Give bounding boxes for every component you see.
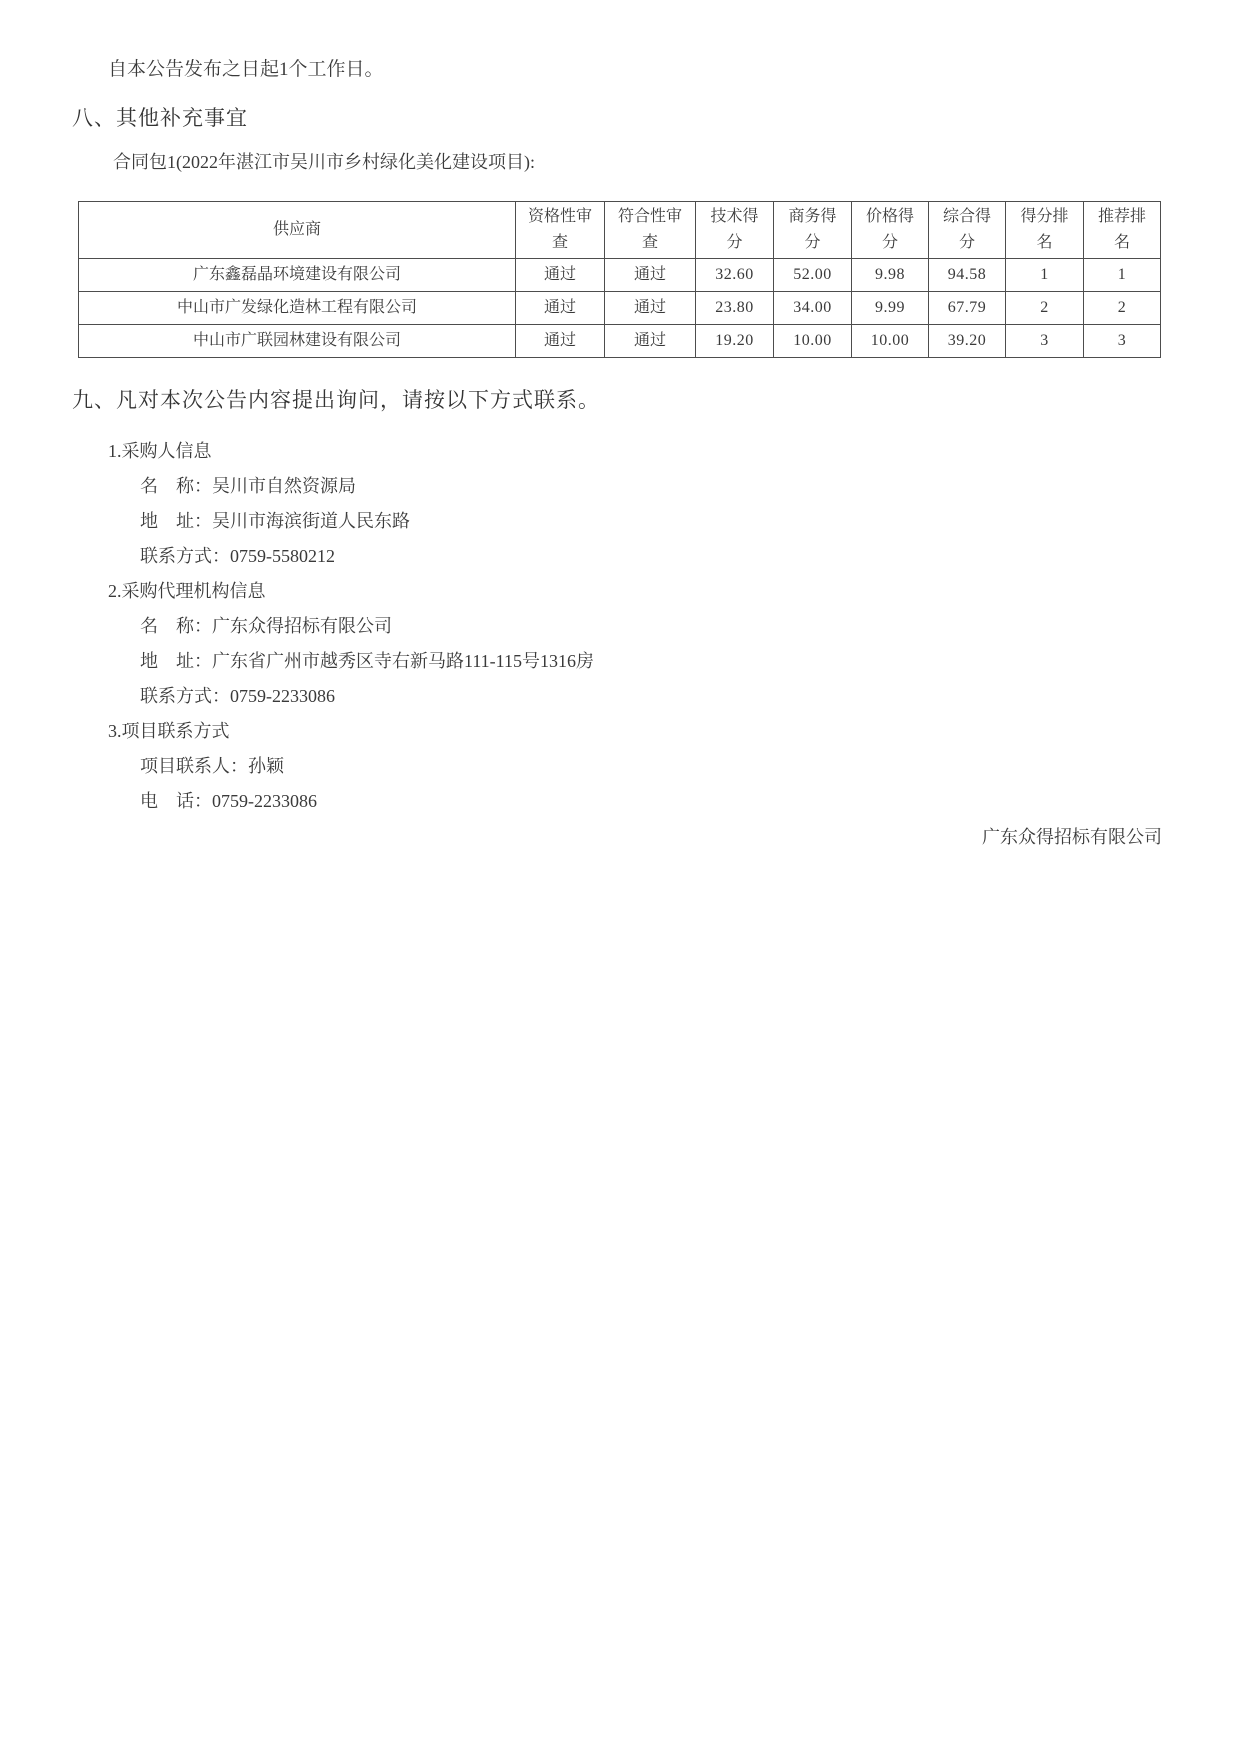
group-title-project-contact: 3.项目联系方式 bbox=[108, 721, 230, 741]
supplier-cell: 中山市广发绿化造林工程有限公司 bbox=[79, 292, 516, 325]
contact-section bbox=[72, 440, 1162, 813]
recommend-rank-cell: 1 bbox=[1084, 259, 1161, 292]
technical-score-cell: 23.80 bbox=[696, 292, 774, 325]
project-contact-group bbox=[72, 720, 1162, 813]
section-8-heading: 八、其他补充事宜 bbox=[72, 106, 248, 130]
contract-package-title: 合同包1(2022年湛江市吴川市乡村绿化美化建设项目): bbox=[113, 152, 535, 172]
total-score-cell: 39.20 bbox=[929, 325, 1006, 358]
purchaser-name-line: 名 称：吴川市自然资源局 bbox=[140, 476, 356, 496]
score-rank-cell: 1 bbox=[1006, 259, 1084, 292]
group-title-agency: 2.采购代理机构信息 bbox=[108, 581, 266, 601]
header-business-score: 商务得分 bbox=[774, 202, 852, 259]
section-9-heading: 九、凡对本次公告内容提出询问，请按以下方式联系。 bbox=[72, 388, 600, 412]
evaluation-score-table bbox=[78, 201, 1161, 358]
header-technical-score: 技术得分 bbox=[696, 202, 774, 259]
agency-phone-line: 联系方式：0759-2233086 bbox=[140, 686, 335, 706]
group-title-purchaser: 1.采购人信息 bbox=[108, 441, 212, 461]
purchaser-phone-line: 联系方式：0759-5580212 bbox=[140, 546, 335, 566]
conformity-cell: 通过 bbox=[605, 325, 696, 358]
technical-score-cell: 32.60 bbox=[696, 259, 774, 292]
total-score-cell: 94.58 bbox=[929, 259, 1006, 292]
header-recommend-rank: 推荐排名 bbox=[1084, 202, 1161, 259]
business-score-cell: 52.00 bbox=[774, 259, 852, 292]
conformity-cell: 通过 bbox=[605, 259, 696, 292]
technical-score-cell: 19.20 bbox=[696, 325, 774, 358]
score-rank-cell: 2 bbox=[1006, 292, 1084, 325]
agency-signature: 广东众得招标有限公司 bbox=[982, 827, 1162, 847]
table-row bbox=[79, 325, 1161, 358]
header-supplier: 供应商 bbox=[79, 202, 516, 259]
conformity-cell: 通过 bbox=[605, 292, 696, 325]
table-row bbox=[79, 292, 1161, 325]
table-header-row bbox=[79, 202, 1161, 259]
header-total-score: 综合得分 bbox=[929, 202, 1006, 259]
recommend-rank-cell: 2 bbox=[1084, 292, 1161, 325]
qualification-cell: 通过 bbox=[516, 259, 605, 292]
supplier-cell: 广东鑫磊晶环境建设有限公司 bbox=[79, 259, 516, 292]
agency-name-line: 名 称：广东众得招标有限公司 bbox=[140, 616, 392, 636]
notice-period-text: 自本公告发布之日起1个工作日。 bbox=[108, 59, 384, 80]
project-contact-phone-line: 电 话：0759-2233086 bbox=[140, 791, 317, 811]
agency-address-line: 地 址：广东省广州市越秀区寺右新马路111-115号1316房 bbox=[140, 651, 594, 671]
qualification-cell: 通过 bbox=[516, 325, 605, 358]
business-score-cell: 10.00 bbox=[774, 325, 852, 358]
business-score-cell: 34.00 bbox=[774, 292, 852, 325]
project-contact-person-line: 项目联系人：孙颖 bbox=[140, 756, 284, 776]
purchaser-info-group bbox=[72, 440, 1162, 568]
recommend-rank-cell: 3 bbox=[1084, 325, 1161, 358]
score-rank-cell: 3 bbox=[1006, 325, 1084, 358]
header-conformity-review: 符合性审查 bbox=[605, 202, 696, 259]
header-score-rank: 得分排名 bbox=[1006, 202, 1084, 259]
header-price-score: 价格得分 bbox=[852, 202, 929, 259]
price-score-cell: 9.98 bbox=[852, 259, 929, 292]
header-qualification-review: 资格性审查 bbox=[516, 202, 605, 259]
total-score-cell: 67.79 bbox=[929, 292, 1006, 325]
agency-info-group bbox=[72, 580, 1162, 708]
qualification-cell: 通过 bbox=[516, 292, 605, 325]
price-score-cell: 9.99 bbox=[852, 292, 929, 325]
purchaser-address-line: 地 址：吴川市海滨街道人民东路 bbox=[140, 511, 410, 531]
price-score-cell: 10.00 bbox=[852, 325, 929, 358]
table-row bbox=[79, 259, 1161, 292]
supplier-cell: 中山市广联园林建设有限公司 bbox=[79, 325, 516, 358]
